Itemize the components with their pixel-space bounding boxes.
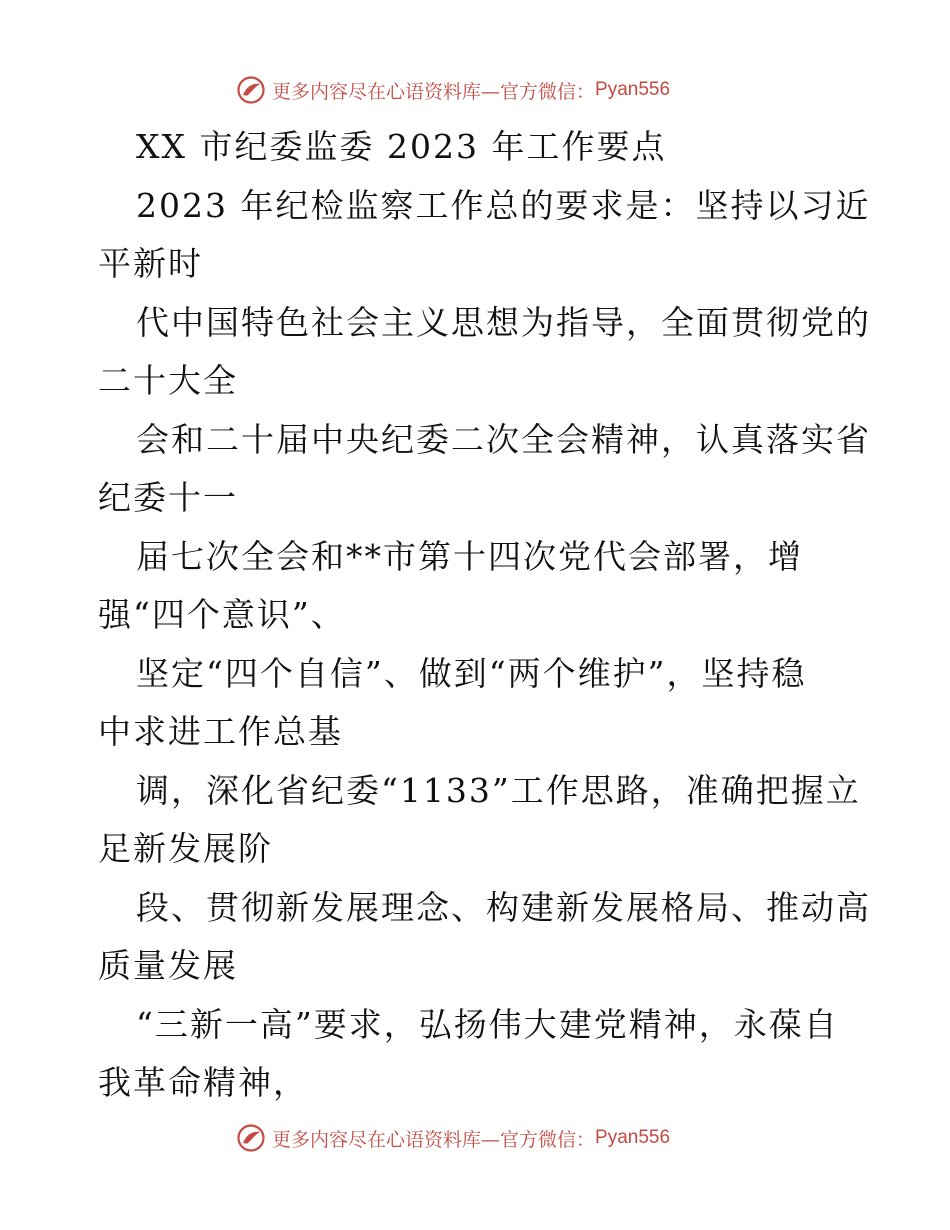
brand-logo-icon (236, 75, 266, 105)
paragraph-line: 我革命精神， (98, 1063, 308, 1102)
brand-logo-icon (236, 1123, 266, 1153)
paragraph-line: 代中国特色社会主义思想为指导，全面贯彻党的 (136, 302, 871, 342)
paragraph-line: XX 市纪委监委 2023 年工作要点 (136, 127, 667, 166)
paragraph-line: 纪委十一 (98, 478, 238, 517)
paragraph-line: 2023 年纪检监察工作总的要求是：坚持以习近 (136, 185, 871, 225)
paragraph-line: 质量发展 (98, 946, 238, 985)
paragraph-line: 段、贯彻新发展理念、构建新发展格局、推动高 (136, 887, 871, 927)
watermark-wechat-id: Pyan556 (595, 79, 671, 100)
paragraph-line: 足新发展阶 (98, 829, 273, 868)
paragraph-line: 中求进工作总基 (98, 712, 343, 751)
paragraph-line: 届七次全会和**市第十四次党代会部署，增 (136, 536, 803, 576)
paragraph-line: 二十大全 (98, 361, 238, 400)
watermark-wechat-id: Pyan556 (595, 1127, 671, 1148)
footer-watermark (236, 1121, 670, 1155)
paragraph-line: 会和二十届中央纪委二次全会精神，认真落实省 (136, 419, 871, 459)
paragraph-line: “三新一高”要求，弘扬伟大建党精神，永葆自 (136, 1004, 839, 1044)
document-body (98, 118, 871, 1113)
watermark-text: 更多内容尽在心语资料库—官方微信： (272, 1128, 596, 1151)
paragraph-line: 强“四个意识”、 (98, 595, 346, 634)
header-watermark (236, 73, 670, 107)
paragraph-line: 平新时 (98, 244, 203, 283)
watermark-text: 更多内容尽在心语资料库—官方微信： (272, 80, 596, 103)
paragraph-line: 调，深化省纪委“1133”工作思路，准确把握立 (136, 770, 861, 810)
paragraph-line: 坚定“四个自信”、做到“两个维护”，坚持稳 (136, 653, 807, 693)
